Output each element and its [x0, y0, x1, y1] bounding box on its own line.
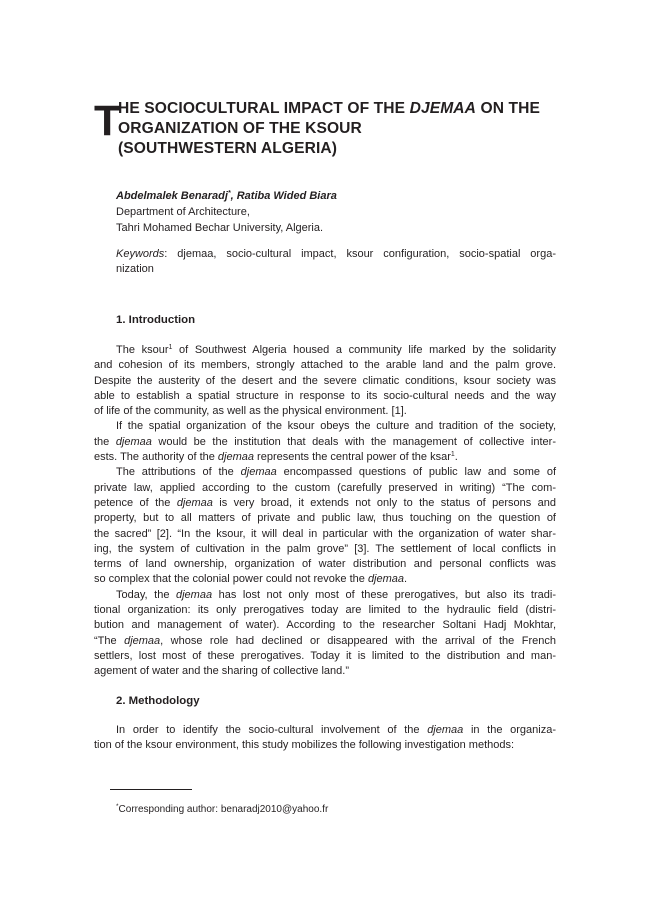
text-line: “The djemaa, whose role had declined or disappeared with the arrival of the French: [94, 634, 556, 647]
keywords-line-2: nization: [116, 263, 154, 276]
author-department: Department of Architecture,: [116, 206, 250, 218]
text-line: In order to identify the socio-cultural involvement of the djemaa in the organiza-: [116, 724, 556, 736]
text-line: private law, applied according to the custom (carefully preserved in writing) “The com-: [94, 481, 556, 494]
text-line: settlers, lost most of these prerogatives. Today it is limited to the distribution and man-: [94, 649, 556, 662]
corresponding-author-mark: *: [227, 190, 231, 197]
keywords-line-1: Keywords: djemaa, socio-cultural impact, ksour configuration, socio-spatial orga-: [116, 248, 556, 260]
introduction-text: [94, 343, 556, 680]
text-line: so complex that the colonial power could not revoke the djemaa.: [94, 573, 408, 586]
keywords: [116, 246, 556, 277]
text-line: of life of the community, as well as the physical environment. [1].: [94, 405, 407, 418]
footnote-corresponding-author: *Corresponding author: benaradj2010@yahoo.fr: [116, 803, 329, 815]
text-line: tion of the ksour environment, this study mobilizes the following investigation methods:: [94, 739, 515, 752]
title-dropcap: T: [94, 97, 121, 145]
author-names: Abdelmalek Benaradj*, Ratiba Wided Biara: [116, 190, 337, 202]
author-block: [116, 188, 337, 236]
text-line: property, but to all matters of private and public law, thus touching on the question of: [94, 512, 556, 525]
text-line: Despite the austerity of the desert and the severe climatic conditions, ksour society was: [94, 374, 556, 387]
section-heading-methodology: 2. Methodology: [116, 695, 200, 707]
text-line: If the spatial organization of the ksour obeys the culture and tradition of the society,: [116, 420, 556, 433]
author-university: Tahri Mohamed Bechar University, Algeria.: [116, 222, 324, 234]
text-line: The attributions of the djemaa encompassed questions of public law and some of: [116, 466, 556, 479]
text-line: able to establish a spatial structure in response to its socio-cultural needs and the way: [94, 389, 556, 402]
text-line: ing, the system of cultivation in the palm grove” [3]. The settlement of local conflicts in: [94, 542, 556, 555]
title-line-3: (SOUTHWESTERN ALGERIA): [118, 140, 338, 157]
methodology-text: [94, 723, 556, 754]
text-line: the djemaa would be the institution that deals with the management of collective inter-: [94, 435, 556, 448]
text-line: the sacred” [2]. “In the ksour, it will deal in particular with the organization of water shar-: [94, 527, 556, 540]
footnote-divider: [110, 789, 192, 790]
text-line: agement of water and the sharing of collective land.”: [94, 665, 349, 678]
title-lines: [118, 99, 540, 159]
text-line: The ksour$^1$ of Southwest Algeria housed a community life marked by the solidarity: [116, 344, 556, 356]
keywords-label: Keywords: [116, 248, 165, 260]
text-line: tional organization: its only prerogatives today are limited to the hydraulic field (distri-: [94, 604, 556, 617]
section-heading-introduction: 1. Introduction: [116, 314, 196, 326]
text-line: petence of the djemaa is very broad, it extends not only to the status of persons and: [94, 496, 556, 509]
text-line: bution and management of water). According to the researcher Soltani Hadj Mokhtar,: [94, 619, 556, 632]
title-line-2: ORGANIZATION OF THE KSOUR: [118, 120, 362, 137]
title-line-1: HE SOCIOCULTURAL IMPACT OF THE DJEMAA ON THE: [118, 100, 540, 117]
text-line: Today, the djemaa has lost not only most of these prerogatives, but also its tradi-: [116, 588, 556, 601]
text-line: ests. The authority of the djemaa represents the central power of the ksar$^1$.: [94, 451, 458, 464]
text-line: and cohesion of its members, strongly attached to the arable land and the palm grove.: [94, 359, 556, 372]
text-line: terms of land ownership, organization of water distribution and personal conflicts was: [94, 558, 556, 571]
